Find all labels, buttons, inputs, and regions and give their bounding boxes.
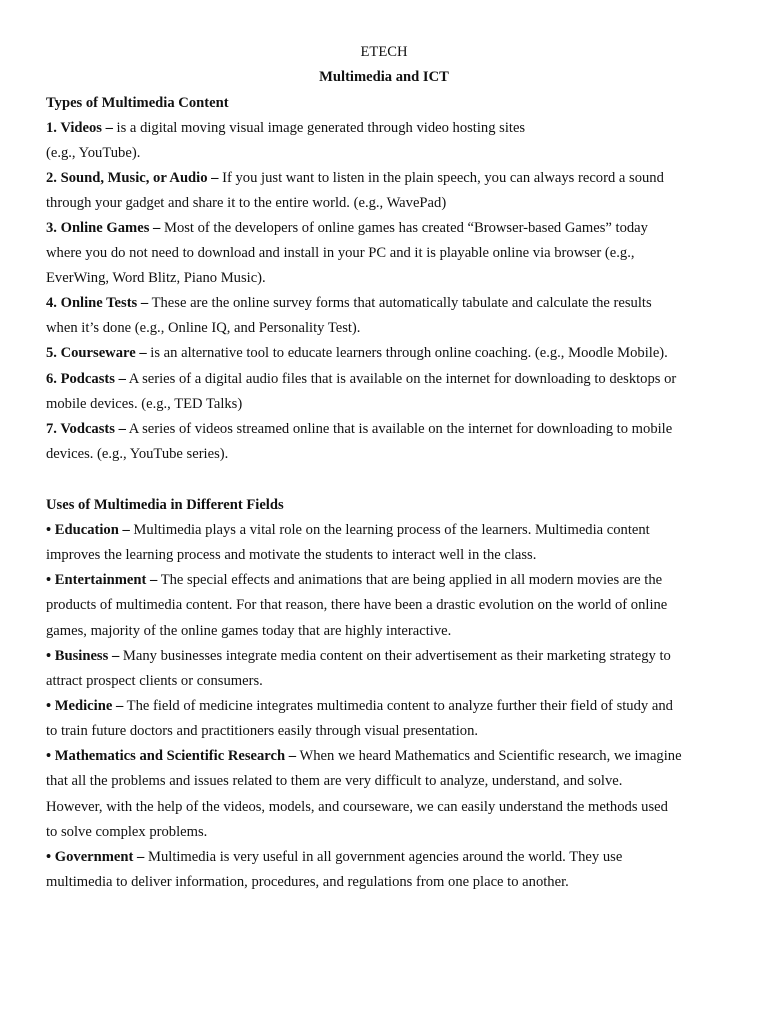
item-label: 4. Online Tests – bbox=[46, 295, 149, 311]
item-online-games: 3. Online Games – Most of the developers of online games has created “Browser-based Games” today bbox=[46, 220, 648, 236]
field-label: • Entertainment – bbox=[46, 572, 158, 588]
field-label: • Business – bbox=[46, 648, 120, 664]
item-label: 1. Videos – bbox=[46, 120, 113, 136]
field-government: • Government – Multimedia is very useful in all government agencies around the world. They use bbox=[46, 849, 623, 865]
document-page: ETECH Multimedia and ICT Types of Multimedia Content 1. Videos – is a digital moving visual image generated through video hosting sites (e.g., YouTube). 2. Sound, Music, or Audio – If you just want to listen in the plain speech, you can always record a sound through your gadget and share it to the entire world. (e.g., WavePad) 3. Online Games – Most of the developers of online games has created “Browser-based Games” today where you do not need to download and install in your PC and it is playable online via browser (e.g., EverWing, Word Blitz, Piano Music). 4. Online Tests – These are the online survey forms that automatically tabulate and calculate the results when it’s done (e.g., Online IQ, and Personality Test). 5. Courseware – is an alternative tool to educate learners through online coaching. (e.g., Moodle Mobile). 6. Podcasts – A series of a digital audio files that is available on the internet for downloading to desktops or mobile devices. (e.g., TED Talks) 7. Vodcasts – A series of videos streamed online that is available on the internet for downloading to mobile devices. (e.g., YouTube series). Uses of Multimedia in Different Fields • Education – Multimedia plays a vital role on the learning process of the learners. Multimedia content improves the learning process and motivate the students to interact well in the class. • Entertainment – The special effects and animations that are being applied in all modern movies are the products of multimedia content. For that reason, there have been a drastic evolution on the world of online games, majority of the online games today that are highly interactive. • Business – Many businesses integrate media content on their advertisement as their marketing strategy to attract prospect clients or consumers. • Medicine – The field of medicine integrates multimedia content to analyze further their field of study and to train future doctors and practitioners easily through visual presentation. • Mathematics and Scientific Research – When we heard Mathematics and Scientific research, we imagine that all the problems and issues related to them are very difficult to analyze, understand, and solve. However, with the help of the videos, models, and courseware, we can easily understand the methods used to solve complex problems. • Government – Multimedia is very useful in all government agencies around the world. They use multimedia to deliver information, procedures, and regulations from one place to another. bbox=[0, 0, 768, 1024]
item-podcasts: 6. Podcasts – A series of a digital audio files that is available on the internet for downloading to desktops or bbox=[46, 371, 677, 387]
section-heading-types: Types of Multimedia Content bbox=[46, 95, 229, 111]
document-title: Multimedia and ICT bbox=[319, 69, 449, 85]
field-medicine: • Medicine – The field of medicine integrates multimedia content to analyze further their field of study and bbox=[46, 698, 673, 714]
item-courseware: 5. Courseware – is an alternative tool to educate learners through online coaching. (e.g., Moodle Mobile). bbox=[46, 345, 668, 361]
field-label: • Medicine – bbox=[46, 698, 124, 714]
field-mathematics-research: • Mathematics and Scientific Research – When we heard Mathematics and Scientific research, we imagine bbox=[46, 748, 682, 764]
item-online-tests: 4. Online Tests – These are the online survey forms that automatically tabulate and calculate the results bbox=[46, 295, 652, 311]
section-heading-uses: Uses of Multimedia in Different Fields bbox=[46, 497, 284, 513]
field-label: • Government – bbox=[46, 849, 145, 865]
field-entertainment: • Entertainment – The special effects and animations that are being applied in all modern movies are the bbox=[46, 572, 663, 588]
field-education: • Education – Multimedia plays a vital role on the learning process of the learners. Multimedia content bbox=[46, 522, 650, 538]
field-business: • Business – Many businesses integrate media content on their advertisement as their marketing strategy to bbox=[46, 648, 671, 664]
course-title: ETECH bbox=[360, 44, 408, 60]
field-label: • Education – bbox=[46, 522, 130, 538]
item-videos: 1. Videos – is a digital moving visual image generated through video hosting sites bbox=[46, 120, 526, 136]
field-label: • Mathematics and Scientific Research – bbox=[46, 748, 297, 764]
item-label: 5. Courseware – bbox=[46, 345, 147, 361]
item-label: 3. Online Games – bbox=[46, 220, 161, 236]
item-sound-music-audio: 2. Sound, Music, or Audio – If you just want to listen in the plain speech, you can always record a sound bbox=[46, 170, 664, 186]
item-vodcasts: 7. Vodcasts – A series of videos streamed online that is available on the internet for downloading to mobile bbox=[46, 421, 673, 437]
item-label: 7. Vodcasts – bbox=[46, 421, 126, 437]
item-label: 6. Podcasts – bbox=[46, 371, 126, 387]
item-label: 2. Sound, Music, or Audio – bbox=[46, 170, 219, 186]
